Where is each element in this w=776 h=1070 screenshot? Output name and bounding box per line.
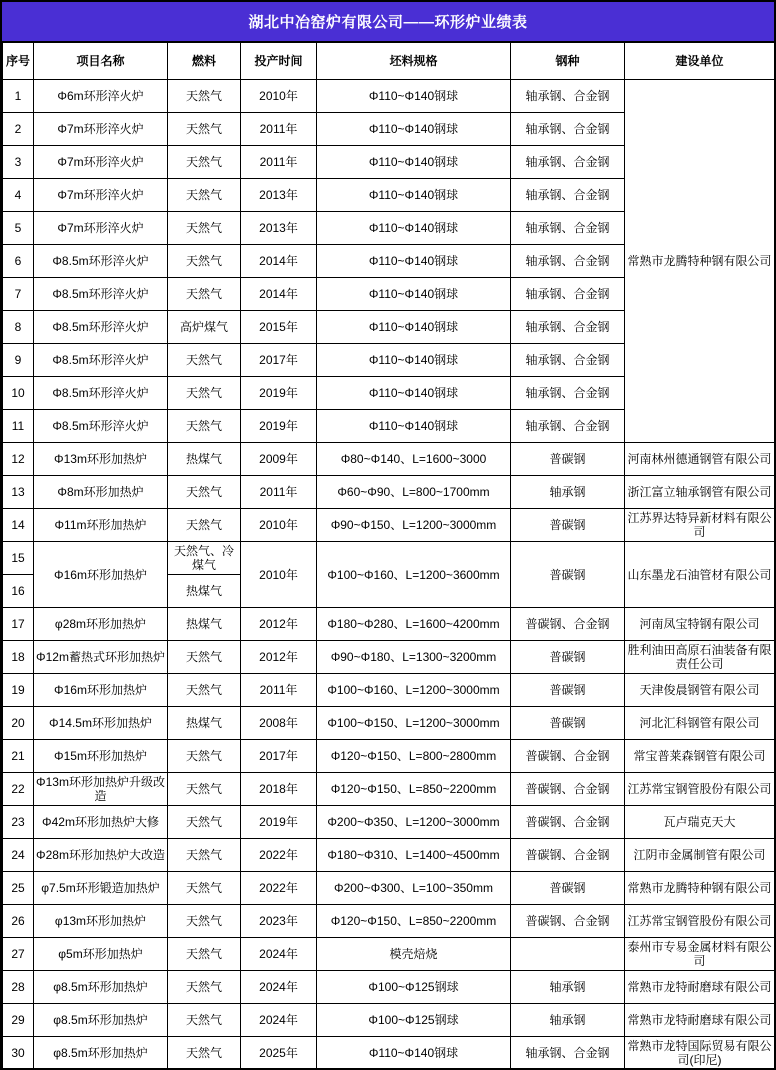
- cell-company: 浙江富立轴承钢管有限公司: [625, 476, 775, 509]
- cell-steel: 轴承钢、合金钢: [511, 146, 625, 179]
- cell-fuel: 热煤气: [168, 443, 241, 476]
- table-row: [3, 971, 775, 1004]
- cell-fuel: 热煤气: [168, 608, 241, 641]
- column-header-year: 投产时间: [241, 43, 317, 80]
- cell-company-merged: 常熟市龙腾特种钢有限公司: [625, 80, 775, 443]
- cell-spec: Φ100~Φ125钢球: [317, 971, 511, 1004]
- cell-fuel: 天然气: [168, 872, 241, 905]
- cell-year: 2024年: [241, 1004, 317, 1037]
- cell-no: 29: [3, 1004, 34, 1037]
- cell-company: 常熟市龙腾特种钢有限公司: [625, 872, 775, 905]
- cell-project-name: Φ7m环形淬火炉: [34, 179, 168, 212]
- cell-steel: 轴承钢、合金钢: [511, 410, 625, 443]
- cell-year: 2022年: [241, 872, 317, 905]
- cell-no: 22: [3, 773, 34, 806]
- cell-project-name: Φ14.5m环形加热炉: [34, 707, 168, 740]
- cell-project-name: φ7.5m环形锻造加热炉: [34, 872, 168, 905]
- cell-fuel: 天然气: [168, 740, 241, 773]
- cell-company: 常宝普莱森钢管有限公司: [625, 740, 775, 773]
- cell-steel: 轴承钢、合金钢: [511, 212, 625, 245]
- cell-steel: 普碳钢: [511, 707, 625, 740]
- cell-year: 2011年: [241, 113, 317, 146]
- column-header-spec: 坯料规格: [317, 43, 511, 80]
- cell-fuel: 天然气: [168, 641, 241, 674]
- cell-company-merged: 山东墨龙石油管材有限公司: [625, 542, 775, 608]
- cell-company: 常熟市龙特国际贸易有限公司(印尼): [625, 1037, 775, 1070]
- cell-fuel: 天然气: [168, 377, 241, 410]
- cell-steel: 轴承钢: [511, 476, 625, 509]
- cell-project-name: Φ16m环形加热炉: [34, 674, 168, 707]
- cell-fuel: 高炉煤气: [168, 311, 241, 344]
- cell-no: 8: [3, 311, 34, 344]
- cell-no: 9: [3, 344, 34, 377]
- cell-no: 26: [3, 905, 34, 938]
- cell-fuel: 天然气: [168, 179, 241, 212]
- cell-no: 1: [3, 80, 34, 113]
- cell-fuel: 天然气: [168, 410, 241, 443]
- cell-fuel: 天然气: [168, 938, 241, 971]
- cell-spec: Φ110~Φ140钢球: [317, 212, 511, 245]
- cell-no: 24: [3, 839, 34, 872]
- cell-no: 15: [3, 542, 34, 575]
- cell-year: 2015年: [241, 311, 317, 344]
- cell-spec: Φ120~Φ150、L=850~2200mm: [317, 905, 511, 938]
- cell-no: 23: [3, 806, 34, 839]
- cell-year: 2017年: [241, 740, 317, 773]
- performance-table: [2, 42, 775, 1070]
- cell-no: 3: [3, 146, 34, 179]
- cell-steel: [511, 938, 625, 971]
- cell-spec: Φ120~Φ150、L=800~2800mm: [317, 740, 511, 773]
- cell-year: 2023年: [241, 905, 317, 938]
- cell-no: 7: [3, 278, 34, 311]
- cell-company: 江苏常宝钢管股份有限公司: [625, 905, 775, 938]
- cell-no: 6: [3, 245, 34, 278]
- cell-spec: Φ100~Φ150、L=1200~3000mm: [317, 707, 511, 740]
- cell-steel: 轴承钢、合金钢: [511, 311, 625, 344]
- table-row: [3, 674, 775, 707]
- table-row: [3, 608, 775, 641]
- cell-no: 30: [3, 1037, 34, 1070]
- cell-year: 2013年: [241, 179, 317, 212]
- cell-company: 江苏常宝钢管股份有限公司: [625, 773, 775, 806]
- cell-fuel: 天然气: [168, 773, 241, 806]
- cell-steel: 轴承钢、合金钢: [511, 179, 625, 212]
- cell-project-name: Φ12m蓄热式环形加热炉: [34, 641, 168, 674]
- cell-steel: 普碳钢: [511, 674, 625, 707]
- cell-project-name: φ8.5m环形加热炉: [34, 1004, 168, 1037]
- cell-steel: 轴承钢、合金钢: [511, 245, 625, 278]
- cell-spec: Φ90~Φ150、L=1200~3000mm: [317, 509, 511, 542]
- cell-spec: 模壳焙烧: [317, 938, 511, 971]
- title-bar: [2, 2, 774, 42]
- cell-fuel: 热煤气: [168, 707, 241, 740]
- cell-project-name: φ8.5m环形加热炉: [34, 1037, 168, 1070]
- cell-no: 4: [3, 179, 34, 212]
- cell-year: 2024年: [241, 938, 317, 971]
- cell-steel: 普碳钢、合金钢: [511, 839, 625, 872]
- cell-spec: Φ110~Φ140钢球: [317, 344, 511, 377]
- cell-fuel: 热煤气: [168, 575, 241, 608]
- cell-no: 18: [3, 641, 34, 674]
- table-row: [3, 806, 775, 839]
- table-row: [3, 80, 775, 113]
- cell-year: 2013年: [241, 212, 317, 245]
- column-header-steel: 钢种: [511, 43, 625, 80]
- cell-year: 2011年: [241, 674, 317, 707]
- cell-spec: Φ100~Φ160、L=1200~3000mm: [317, 674, 511, 707]
- cell-year: 2011年: [241, 146, 317, 179]
- cell-no: 12: [3, 443, 34, 476]
- cell-company: 瓦卢瑞克天大: [625, 806, 775, 839]
- cell-spec: Φ110~Φ140钢球: [317, 113, 511, 146]
- cell-project-name: φ28m环形加热炉: [34, 608, 168, 641]
- cell-spec: Φ60~Φ90、L=800~1700mm: [317, 476, 511, 509]
- cell-year: 2019年: [241, 806, 317, 839]
- cell-steel: 普碳钢、合金钢: [511, 608, 625, 641]
- cell-steel: 普碳钢: [511, 509, 625, 542]
- cell-year: 2009年: [241, 443, 317, 476]
- cell-project-name: Φ8m环形加热炉: [34, 476, 168, 509]
- cell-project-name: φ5m环形加热炉: [34, 938, 168, 971]
- cell-spec: Φ110~Φ140钢球: [317, 179, 511, 212]
- cell-company: 胜利油田高原石油装备有限责任公司: [625, 641, 775, 674]
- cell-no: 13: [3, 476, 34, 509]
- cell-spec: Φ110~Φ140钢球: [317, 80, 511, 113]
- cell-year: 2014年: [241, 278, 317, 311]
- header-row: [3, 43, 775, 80]
- cell-year: 2025年: [241, 1037, 317, 1070]
- cell-steel: 轴承钢、合金钢: [511, 113, 625, 146]
- cell-project-name: Φ11m环形加热炉: [34, 509, 168, 542]
- table-row: [3, 740, 775, 773]
- table-row: [3, 938, 775, 971]
- cell-spec: Φ110~Φ140钢球: [317, 245, 511, 278]
- cell-spec: Φ200~Φ350、L=1200~3000mm: [317, 806, 511, 839]
- cell-no: 21: [3, 740, 34, 773]
- cell-project-name: Φ8.5m环形淬火炉: [34, 311, 168, 344]
- cell-year: 2018年: [241, 773, 317, 806]
- cell-no: 5: [3, 212, 34, 245]
- cell-project-name: Φ8.5m环形淬火炉: [34, 410, 168, 443]
- cell-project-name: Φ7m环形淬火炉: [34, 212, 168, 245]
- cell-year: 2012年: [241, 641, 317, 674]
- cell-company: 泰州市专易金属材料有限公司: [625, 938, 775, 971]
- cell-project-name: φ8.5m环形加热炉: [34, 971, 168, 1004]
- cell-year: 2011年: [241, 476, 317, 509]
- cell-steel: 普碳钢: [511, 872, 625, 905]
- cell-company: 河南林州德通钢管有限公司: [625, 443, 775, 476]
- cell-steel: 轴承钢: [511, 971, 625, 1004]
- cell-project-name: Φ8.5m环形淬火炉: [34, 278, 168, 311]
- cell-steel: 轴承钢、合金钢: [511, 80, 625, 113]
- cell-steel: 普碳钢、合金钢: [511, 806, 625, 839]
- cell-steel: 轴承钢、合金钢: [511, 1037, 625, 1070]
- cell-no: 25: [3, 872, 34, 905]
- cell-no: 16: [3, 575, 34, 608]
- cell-fuel: 天然气: [168, 80, 241, 113]
- table-row: [3, 476, 775, 509]
- cell-no: 10: [3, 377, 34, 410]
- cell-spec: Φ180~Φ310、L=1400~4500mm: [317, 839, 511, 872]
- cell-year: 2017年: [241, 344, 317, 377]
- cell-fuel: 天然气、冷煤气: [168, 542, 241, 575]
- table-row: [3, 641, 775, 674]
- cell-steel: 普碳钢: [511, 641, 625, 674]
- table-row: [3, 1004, 775, 1037]
- cell-fuel: 天然气: [168, 113, 241, 146]
- table-row: [3, 773, 775, 806]
- cell-fuel: 天然气: [168, 476, 241, 509]
- cell-fuel: 天然气: [168, 344, 241, 377]
- cell-fuel: 天然气: [168, 1037, 241, 1070]
- cell-year: 2014年: [241, 245, 317, 278]
- table-row: [3, 542, 775, 575]
- cell-project-name: Φ13m环形加热炉升级改造: [34, 773, 168, 806]
- cell-steel-merged: 普碳钢: [511, 542, 625, 608]
- cell-spec: Φ120~Φ150、L=850~2200mm: [317, 773, 511, 806]
- page-title: 湖北中冶窑炉有限公司——环形炉业绩表: [248, 14, 528, 31]
- cell-year: 2012年: [241, 608, 317, 641]
- cell-fuel: 天然气: [168, 146, 241, 179]
- cell-spec-merged: Φ100~Φ160、L=1200~3600mm: [317, 542, 511, 608]
- cell-fuel: 天然气: [168, 278, 241, 311]
- column-header-no: 序号: [3, 43, 34, 80]
- cell-steel: 普碳钢、合金钢: [511, 905, 625, 938]
- cell-steel: 轴承钢、合金钢: [511, 344, 625, 377]
- cell-company: 江苏界达特异新材料有限公司: [625, 509, 775, 542]
- cell-spec: Φ200~Φ300、L=100~350mm: [317, 872, 511, 905]
- cell-project-name: Φ8.5m环形淬火炉: [34, 245, 168, 278]
- cell-company: 河南凤宝特钢有限公司: [625, 608, 775, 641]
- column-header-fuel: 燃料: [168, 43, 241, 80]
- cell-no: 2: [3, 113, 34, 146]
- cell-project-name-merged: Φ16m环形加热炉: [34, 542, 168, 608]
- cell-project-name: Φ42m环形加热炉大修: [34, 806, 168, 839]
- cell-spec: Φ110~Φ140钢球: [317, 278, 511, 311]
- cell-steel: 普碳钢、合金钢: [511, 773, 625, 806]
- table-row: [3, 872, 775, 905]
- cell-spec: Φ110~Φ140钢球: [317, 377, 511, 410]
- cell-project-name: Φ8.5m环形淬火炉: [34, 344, 168, 377]
- cell-fuel: 天然气: [168, 212, 241, 245]
- cell-year: 2010年: [241, 80, 317, 113]
- cell-spec: Φ110~Φ140钢球: [317, 311, 511, 344]
- cell-year: 2008年: [241, 707, 317, 740]
- cell-no: 27: [3, 938, 34, 971]
- cell-no: 17: [3, 608, 34, 641]
- cell-no: 19: [3, 674, 34, 707]
- cell-project-name: Φ7m环形淬火炉: [34, 113, 168, 146]
- table-row: [3, 509, 775, 542]
- table-row: [3, 1037, 775, 1070]
- cell-fuel: 天然气: [168, 674, 241, 707]
- cell-steel: 轴承钢、合金钢: [511, 377, 625, 410]
- column-header-name: 项目名称: [34, 43, 168, 80]
- cell-year: 2010年: [241, 509, 317, 542]
- cell-project-name: Φ28m环形加热炉大改造: [34, 839, 168, 872]
- cell-no: 11: [3, 410, 34, 443]
- cell-spec: Φ110~Φ140钢球: [317, 410, 511, 443]
- cell-fuel: 天然气: [168, 806, 241, 839]
- cell-spec: Φ180~Φ280、L=1600~4200mm: [317, 608, 511, 641]
- table-row: [3, 707, 775, 740]
- cell-fuel: 天然气: [168, 245, 241, 278]
- cell-year: 2019年: [241, 377, 317, 410]
- column-header-company: 建设单位: [625, 43, 775, 80]
- cell-spec: Φ100~Φ125钢球: [317, 1004, 511, 1037]
- cell-project-name: Φ8.5m环形淬火炉: [34, 377, 168, 410]
- cell-fuel: 天然气: [168, 905, 241, 938]
- cell-company: 常熟市龙特耐磨球有限公司: [625, 1004, 775, 1037]
- cell-company: 常熟市龙特耐磨球有限公司: [625, 971, 775, 1004]
- cell-steel: 轴承钢、合金钢: [511, 278, 625, 311]
- cell-no: 28: [3, 971, 34, 1004]
- cell-company: 河北汇科钢管有限公司: [625, 707, 775, 740]
- cell-company: 天津俊晨钢管有限公司: [625, 674, 775, 707]
- cell-no: 20: [3, 707, 34, 740]
- cell-year: 2022年: [241, 839, 317, 872]
- table-row: [3, 905, 775, 938]
- cell-project-name: Φ7m环形淬火炉: [34, 146, 168, 179]
- cell-year: 2019年: [241, 410, 317, 443]
- cell-steel: 普碳钢、合金钢: [511, 740, 625, 773]
- cell-steel: 轴承钢: [511, 1004, 625, 1037]
- cell-project-name: Φ15m环形加热炉: [34, 740, 168, 773]
- cell-fuel: 天然气: [168, 509, 241, 542]
- cell-spec: Φ110~Φ140钢球: [317, 146, 511, 179]
- cell-fuel: 天然气: [168, 839, 241, 872]
- table-row: [3, 443, 775, 476]
- cell-year: 2024年: [241, 971, 317, 1004]
- cell-project-name: Φ13m环形加热炉: [34, 443, 168, 476]
- cell-fuel: 天然气: [168, 1004, 241, 1037]
- cell-year-merged: 2010年: [241, 542, 317, 608]
- cell-fuel: 天然气: [168, 971, 241, 1004]
- cell-spec: Φ110~Φ140钢球: [317, 1037, 511, 1070]
- cell-project-name: φ13m环形加热炉: [34, 905, 168, 938]
- cell-spec: Φ90~Φ180、L=1300~3200mm: [317, 641, 511, 674]
- cell-project-name: Φ6m环形淬火炉: [34, 80, 168, 113]
- cell-spec: Φ80~Φ140、L=1600~3000: [317, 443, 511, 476]
- table-row: [3, 839, 775, 872]
- cell-company: 江阴市金属制管有限公司: [625, 839, 775, 872]
- cell-steel: 普碳钢: [511, 443, 625, 476]
- cell-no: 14: [3, 509, 34, 542]
